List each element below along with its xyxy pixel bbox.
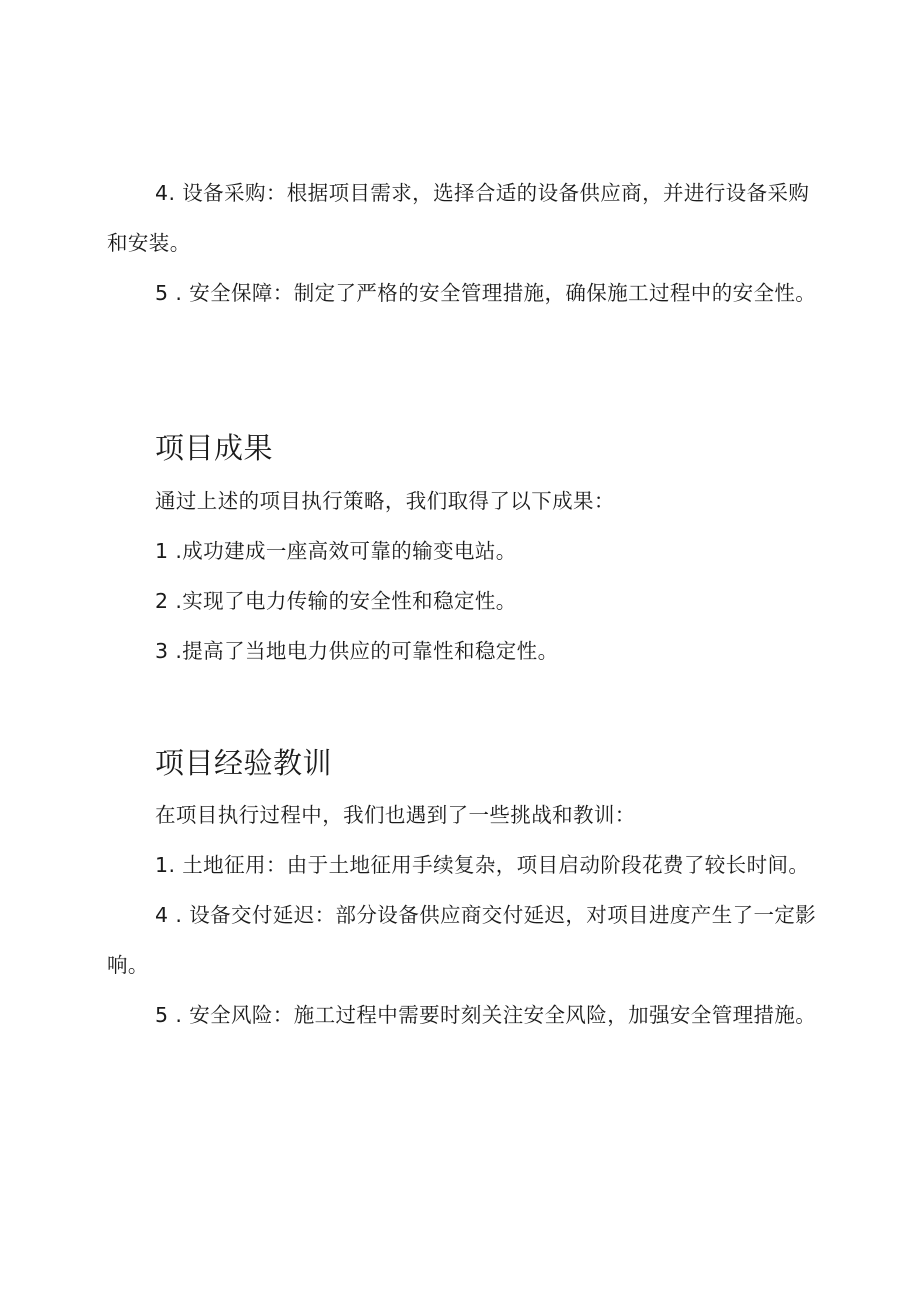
results-body (107, 476, 819, 676)
lessons-heading: 项目经验教训 (155, 746, 333, 780)
results-intro: 通过上述的项目执行策略，我们取得了以下成果： (155, 489, 615, 513)
lesson-item-safety-risk: 5 . 安全风险：施工过程中需要时刻关注安全风险，加强安全管理措施。 (155, 1003, 817, 1027)
equipment-safety-list (107, 168, 819, 318)
lesson-item-land-acquisition: 1. 土地征用：由于土地征用手续复杂，项目启动阶段花费了较长时间。 (155, 853, 810, 877)
lessons-section (107, 743, 819, 783)
result-item: 1 .成功建成一座高效可靠的输变电站。 (155, 539, 517, 563)
list-item-equipment-procurement: 4. 设备采购：根据项目需求，选择合适的设备供应商，并进行设备采购和安装。 (107, 181, 810, 255)
list-item-safety-assurance: 5 . 安全保障：制定了严格的安全管理措施，确保施工过程中的安全性。 (155, 281, 817, 305)
lesson-item-equipment-delay: 4 . 设备交付延迟：部分设备供应商交付延迟，对项目进度产生了一定影响。 (107, 903, 817, 977)
result-item: 2 .实现了电力传输的安全性和稳定性。 (155, 589, 517, 613)
lessons-body (107, 790, 819, 1040)
result-item: 3 .提高了当地电力供应的可靠性和稳定性。 (155, 639, 559, 663)
lessons-intro: 在项目执行过程中，我们也遇到了一些挑战和教训： (155, 803, 636, 827)
results-section (107, 428, 819, 468)
results-heading: 项目成果 (155, 431, 274, 465)
